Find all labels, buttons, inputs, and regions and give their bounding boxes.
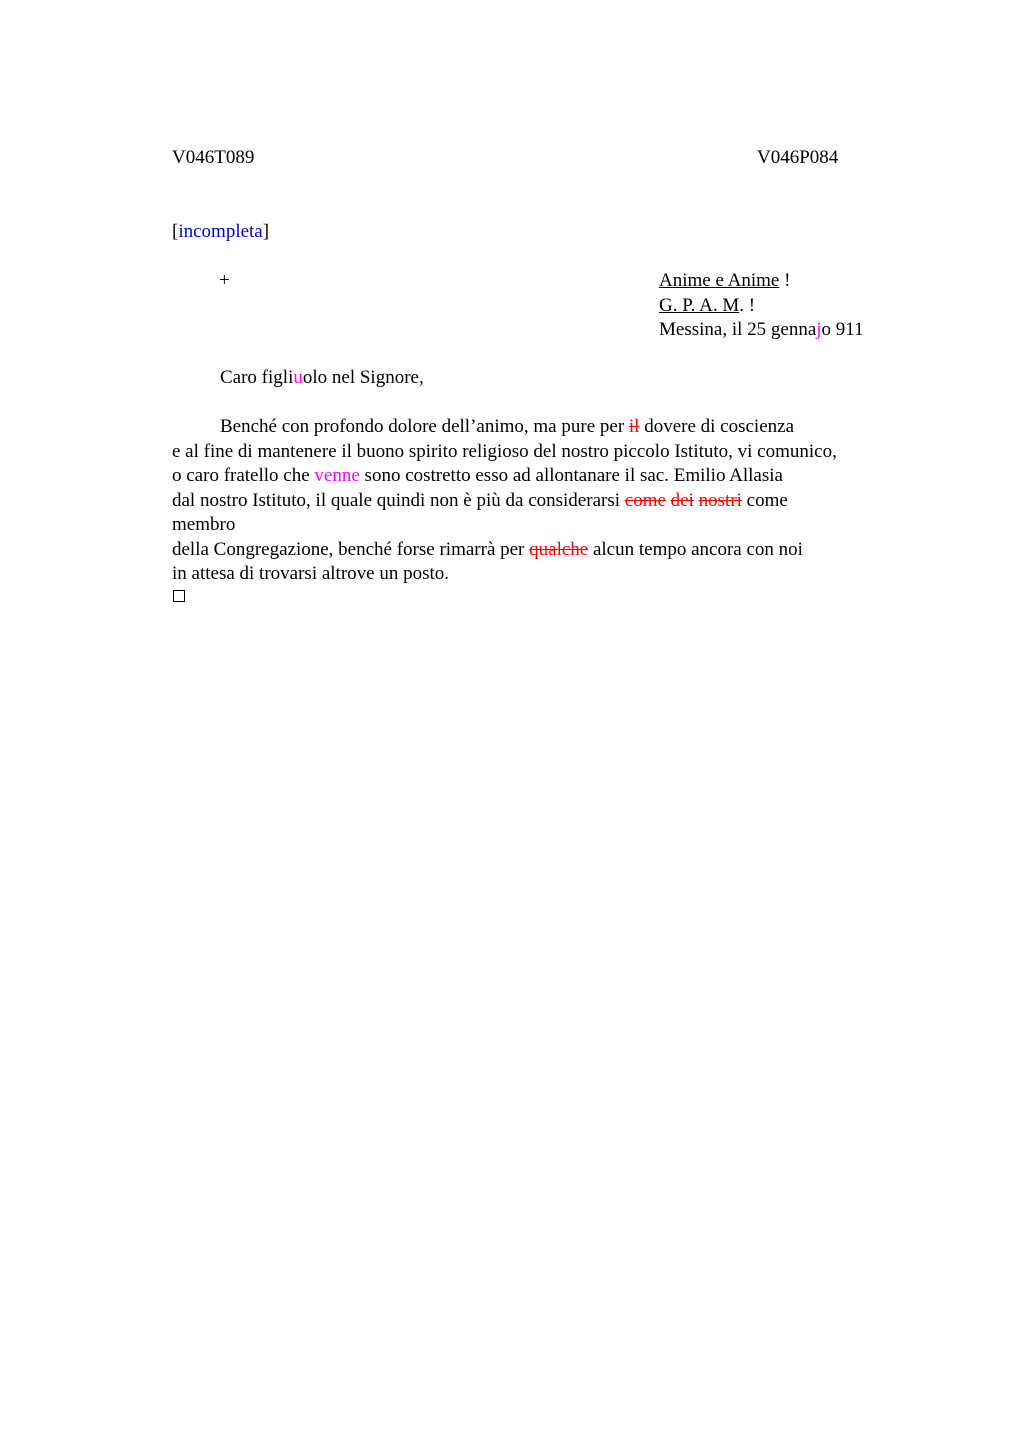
status-note <box>172 220 269 245</box>
motto-2: G. P. A. M <box>659 294 740 316</box>
status-open-bracket: [ <box>172 221 179 242</box>
body-line-6 <box>172 538 912 563</box>
date-part-b: o 911 <box>821 319 864 340</box>
motto-line-2 <box>659 294 864 319</box>
date-part-a: Messina, il 25 genna <box>659 319 817 340</box>
date-line <box>659 318 864 343</box>
body-line-5: membro <box>172 514 236 535</box>
deleted-word: qualche <box>529 538 589 560</box>
body-text-segment: come <box>741 489 788 511</box>
body-text-segment: alcun tempo ancora con noi <box>588 538 803 560</box>
salutation-part-b: olo nel Signore, <box>302 367 424 388</box>
salutation-part-a: Caro figli <box>220 367 294 388</box>
letter-body <box>172 415 912 587</box>
status-close-bracket: ] <box>262 221 270 242</box>
date-insertion: j <box>816 319 822 340</box>
body-text-segment: della Congregazione, benché forse rimarrà per <box>172 538 530 560</box>
document-code-left: V046T089 <box>172 147 255 168</box>
letter-heading <box>659 269 864 343</box>
deleted-word: come <box>624 489 666 511</box>
body-line-4 <box>172 489 912 514</box>
body-text-segment: sono costretto esso ad allontanare il sac. Emilio Allasia <box>359 465 783 486</box>
deleted-word: nostri <box>698 489 742 511</box>
deleted-word: il <box>628 416 640 437</box>
cross-symbol: + <box>219 270 230 291</box>
motto-1: Anime e Anime <box>659 270 780 291</box>
body-line-1 <box>172 415 912 440</box>
motto-2-suffix: . ! <box>739 294 756 316</box>
body-text-segment: dovere di coscienza <box>639 416 795 437</box>
body-line-7: in attesa di trovarsi altrove un posto. <box>172 563 450 584</box>
motto-1-suffix: ! <box>779 270 791 291</box>
body-text-segment: dal nostro Istituto, il quale quindi non è più da considerarsi <box>172 489 625 511</box>
body-text-segment: o caro fratello che <box>172 465 315 486</box>
body-line-3 <box>172 464 912 489</box>
salutation-insertion: u <box>293 367 303 388</box>
body-line-2: e al fine di mantenere il buono spirito religioso del nostro piccolo Istituto, vi comunico, <box>172 440 837 462</box>
document-code-right: V046P084 <box>757 147 839 168</box>
motto-line-1 <box>659 269 864 294</box>
deleted-word: dei <box>670 489 694 511</box>
status-label: incompleta <box>178 221 263 242</box>
salutation <box>220 366 424 391</box>
body-text-segment: Benché con profondo dolore dell’animo, ma pure per <box>220 416 629 437</box>
inserted-word: venne <box>314 465 360 486</box>
end-of-text-box-icon <box>173 590 185 602</box>
